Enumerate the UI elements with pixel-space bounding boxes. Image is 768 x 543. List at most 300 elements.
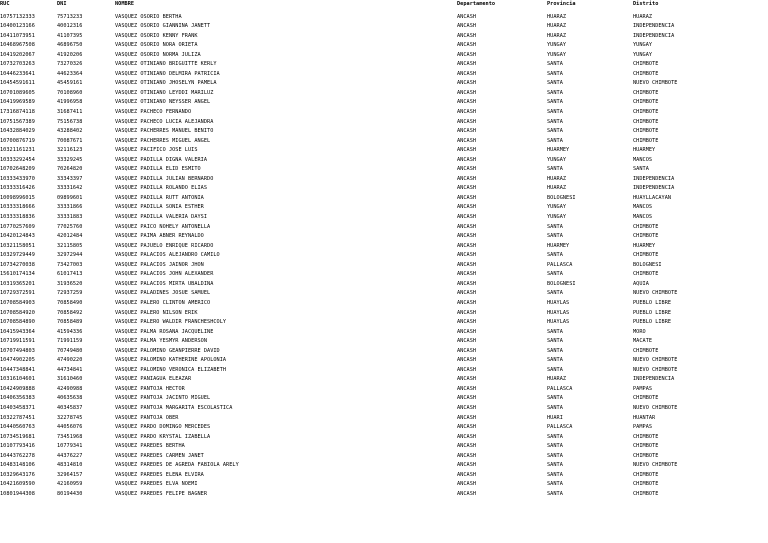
cell-provincia: SANTA	[547, 357, 563, 364]
cell-nombre: VASQUEZ PALOMINO GEANPIERRE DAVID	[115, 347, 220, 354]
cell-distrito: BOLOGNESI	[633, 261, 662, 268]
cell-distrito: CHIMBOTE	[633, 443, 659, 450]
table-row	[0, 309, 768, 319]
cell-departamento: ANCASH	[457, 13, 477, 20]
cell-provincia: HUAYLAS	[547, 299, 570, 306]
cell-dni: 44376227	[57, 452, 83, 459]
cell-distrito: MANCOS	[633, 156, 653, 163]
cell-departamento: ANCASH	[457, 89, 477, 96]
cell-ruc: 10419202067	[0, 51, 35, 58]
cell-ruc: 10424909888	[0, 385, 35, 392]
cell-ruc: 10403458371	[0, 404, 35, 411]
cell-ruc: 10316104601	[0, 376, 35, 383]
cell-distrito: CHIMBOTE	[633, 128, 659, 135]
cell-nombre: VASQUEZ PALACIOS MIRTA UBALDINA	[115, 280, 214, 287]
cell-dni: 44734841	[57, 366, 83, 373]
cell-nombre: VASQUEZ PACHERRES MANUEL BENITO	[115, 128, 214, 135]
cell-dni: 75156738	[57, 118, 83, 125]
table-row	[0, 70, 768, 80]
cell-departamento: ANCASH	[457, 61, 477, 68]
table-row	[0, 242, 768, 252]
cell-departamento: ANCASH	[457, 156, 477, 163]
cell-nombre: VASQUEZ OTINIANO NEYSSER ANGEL	[115, 99, 211, 106]
table-header-row	[0, 0, 768, 13]
table-row	[0, 318, 768, 328]
cell-provincia: HUARAZ	[547, 175, 567, 182]
cell-departamento: ANCASH	[457, 51, 477, 58]
cell-distrito: INDEPENDENCIA	[633, 23, 675, 30]
cell-dni: 44623364	[57, 70, 83, 77]
cell-distrito: NUEVO CHIMBOTE	[633, 80, 678, 87]
cell-departamento: ANCASH	[457, 204, 477, 211]
table-row	[0, 251, 768, 261]
cell-ruc: 10406356383	[0, 395, 35, 402]
cell-dni: 75713233	[57, 13, 83, 20]
cell-ruc: 10702648209	[0, 166, 35, 173]
cell-dni: 70858490	[57, 299, 83, 306]
table-row	[0, 165, 768, 175]
cell-departamento: ANCASH	[457, 242, 477, 249]
cell-provincia: SANTA	[547, 481, 563, 488]
cell-nombre: VASQUEZ PACHECO LUCIA ALEJANDRA	[115, 118, 214, 125]
cell-dni: 32115805	[57, 242, 83, 249]
cell-distrito: INDEPENDENCIA	[633, 376, 675, 383]
cell-provincia: PALLASCA	[547, 261, 573, 268]
cell-provincia: YUNGAY	[547, 42, 567, 49]
cell-nombre: VASQUEZ PALMA YESMYR ANDERSON	[115, 338, 208, 345]
cell-dni: 47490220	[57, 357, 83, 364]
cell-ruc: 10732703263	[0, 61, 35, 68]
cell-departamento: ANCASH	[457, 280, 477, 287]
cell-dni: 31936520	[57, 280, 83, 287]
table-row	[0, 480, 768, 490]
cell-ruc: 10454591611	[0, 80, 35, 87]
cell-departamento: ANCASH	[457, 194, 477, 201]
cell-ruc: 10440560763	[0, 424, 35, 431]
cell-dni: 71991159	[57, 338, 83, 345]
cell-departamento: ANCASH	[457, 424, 477, 431]
cell-provincia: PALLASCA	[547, 424, 573, 431]
cell-nombre: VASQUEZ PAJUELO ENRIQUE RICARDO	[115, 242, 214, 249]
table-row	[0, 423, 768, 433]
table-row	[0, 414, 768, 424]
cell-departamento: ANCASH	[457, 347, 477, 354]
cell-departamento: ANCASH	[457, 118, 477, 125]
cell-distrito: CHIMBOTE	[633, 490, 659, 497]
cell-ruc: 10701089605	[0, 89, 35, 96]
cell-distrito: CHIMBOTE	[633, 70, 659, 77]
cell-nombre: VASQUEZ PAREDES ELENA ELVIRA	[115, 471, 204, 478]
cell-dni: 70108960	[57, 89, 83, 96]
column-header-provincia: Provincia	[547, 1, 576, 7]
cell-provincia: HUARMEY	[547, 242, 570, 249]
table-row	[0, 13, 768, 23]
cell-ruc: 10708584920	[0, 309, 35, 316]
cell-dni: 46896750	[57, 42, 83, 49]
cell-departamento: ANCASH	[457, 376, 477, 383]
cell-dni: 31687411	[57, 109, 83, 116]
table-row	[0, 232, 768, 242]
cell-ruc: 10708584890	[0, 319, 35, 326]
cell-departamento: ANCASH	[457, 175, 477, 182]
cell-dni: 41107395	[57, 32, 83, 39]
cell-distrito: YUNGAY	[633, 42, 653, 49]
cell-departamento: ANCASH	[457, 261, 477, 268]
cell-distrito: PUEBLO LIBRE	[633, 319, 672, 326]
cell-provincia: SANTA	[547, 99, 563, 106]
cell-distrito: CHIMBOTE	[633, 395, 659, 402]
cell-distrito: NUEVO CHIMBOTE	[633, 290, 678, 297]
cell-departamento: ANCASH	[457, 70, 477, 77]
cell-provincia: HUAYLAS	[547, 309, 570, 316]
cell-distrito: NUEVO CHIMBOTE	[633, 357, 678, 364]
cell-nombre: VASQUEZ PANTOJA JACINTO MIGUEL	[115, 395, 211, 402]
cell-nombre: VASQUEZ PADILLA JULIAN BERNARDO	[115, 175, 214, 182]
cell-ruc: 10432884029	[0, 128, 35, 135]
cell-nombre: VASQUEZ PANTOJA MARGARITA ESCOLASTICA	[115, 404, 233, 411]
cell-departamento: ANCASH	[457, 147, 477, 154]
cell-dni: 70264820	[57, 166, 83, 173]
cell-departamento: ANCASH	[457, 185, 477, 192]
cell-departamento: ANCASH	[457, 395, 477, 402]
cell-departamento: ANCASH	[457, 481, 477, 488]
cell-ruc: 10757132333	[0, 13, 35, 20]
table-row	[0, 433, 768, 443]
cell-ruc: 10322787451	[0, 414, 35, 421]
table-row	[0, 461, 768, 471]
cell-nombre: VASQUEZ PAREDES ELVA NOEMI	[115, 481, 198, 488]
cell-ruc: 10474902205	[0, 357, 35, 364]
cell-nombre: VASQUEZ OSORIO GIANNINA JANETT	[115, 23, 211, 30]
cell-departamento: ANCASH	[457, 471, 477, 478]
table-row	[0, 289, 768, 299]
cell-ruc: 10751567389	[0, 118, 35, 125]
cell-provincia: HUARMEY	[547, 147, 570, 154]
table-row	[0, 127, 768, 137]
cell-departamento: ANCASH	[457, 23, 477, 30]
cell-ruc: 10321161231	[0, 147, 35, 154]
cell-dni: 73270326	[57, 61, 83, 68]
cell-dni: 41920206	[57, 51, 83, 58]
table-row	[0, 442, 768, 452]
cell-distrito: PUEBLO LIBRE	[633, 299, 672, 306]
cell-departamento: ANCASH	[457, 166, 477, 173]
cell-distrito: PAMPAS	[633, 424, 653, 431]
cell-nombre: VASQUEZ PARDO DOMINGO MERCEDES	[115, 424, 211, 431]
cell-distrito: CHIMBOTE	[633, 252, 659, 259]
cell-nombre: VASQUEZ PALOMINO VERONICA ELIZABETH	[115, 366, 227, 373]
table-row	[0, 213, 768, 223]
cell-provincia: HUAYLAS	[547, 319, 570, 326]
table-row	[0, 394, 768, 404]
cell-ruc: 10329729449	[0, 252, 35, 259]
cell-ruc: 10415943364	[0, 328, 35, 335]
cell-ruc: 10734519681	[0, 433, 35, 440]
cell-dni: 42012484	[57, 233, 83, 240]
cell-dni: 70858489	[57, 319, 83, 326]
table-row	[0, 137, 768, 147]
cell-provincia: SANTA	[547, 366, 563, 373]
cell-provincia: SANTA	[547, 128, 563, 135]
cell-dni: 42160959	[57, 481, 83, 488]
cell-nombre: VASQUEZ PANTOJA HECTOR	[115, 385, 185, 392]
cell-distrito: CHIMBOTE	[633, 61, 659, 68]
cell-departamento: ANCASH	[457, 490, 477, 497]
cell-dni: 42490988	[57, 385, 83, 392]
cell-ruc: 10400123166	[0, 23, 35, 30]
cell-dni: 33343397	[57, 175, 83, 182]
cell-dni: 80194430	[57, 490, 83, 497]
cell-dni: 32972944	[57, 252, 83, 259]
cell-departamento: ANCASH	[457, 338, 477, 345]
table-row	[0, 490, 768, 500]
column-header-distrito: Distrito	[633, 1, 659, 7]
cell-departamento: ANCASH	[457, 309, 477, 316]
cell-dni: 43288402	[57, 128, 83, 135]
table-row	[0, 51, 768, 61]
cell-departamento: ANCASH	[457, 452, 477, 459]
table-row	[0, 261, 768, 271]
column-header-departamento: Departamento	[457, 1, 496, 7]
cell-nombre: VASQUEZ PAREDES CARMEN JANET	[115, 452, 204, 459]
column-header-dni: DNI	[57, 1, 67, 7]
cell-nombre: VASQUEZ PALACIOS JAINOR JHON	[115, 261, 204, 268]
table-row	[0, 328, 768, 338]
table-row	[0, 375, 768, 385]
cell-provincia: SANTA	[547, 290, 563, 297]
cell-departamento: ANCASH	[457, 366, 477, 373]
cell-distrito: INDEPENDENCIA	[633, 175, 675, 182]
cell-provincia: SANTA	[547, 80, 563, 87]
cell-dni: 73451968	[57, 433, 83, 440]
cell-departamento: ANCASH	[457, 299, 477, 306]
cell-distrito: CHIMBOTE	[633, 99, 659, 106]
cell-provincia: SANTA	[547, 433, 563, 440]
cell-dni: 09899601	[57, 194, 83, 201]
cell-distrito: AQUIA	[633, 280, 649, 287]
cell-provincia: SANTA	[547, 471, 563, 478]
cell-distrito: INDEPENDENCIA	[633, 32, 675, 39]
cell-dni: 44056076	[57, 424, 83, 431]
cell-distrito: HUARAZ	[633, 13, 653, 20]
table-row	[0, 118, 768, 128]
cell-provincia: SANTA	[547, 490, 563, 497]
cell-nombre: VASQUEZ PALACIOS JOHN ALEXANDER	[115, 271, 214, 278]
cell-nombre: VASQUEZ PACIFICO JOSE LUIS	[115, 147, 198, 154]
cell-nombre: VASQUEZ OSORIO NORMA JULIZA	[115, 51, 201, 58]
cell-ruc: 10321158051	[0, 242, 35, 249]
table-row	[0, 471, 768, 481]
cell-ruc: 10333318836	[0, 214, 35, 221]
table-row	[0, 79, 768, 89]
table-row	[0, 452, 768, 462]
cell-provincia: SANTA	[547, 338, 563, 345]
cell-dni: 40345837	[57, 404, 83, 411]
cell-provincia: HUARAZ	[547, 23, 567, 30]
cell-departamento: ANCASH	[457, 414, 477, 421]
cell-distrito: CHIMBOTE	[633, 347, 659, 354]
cell-ruc: 10420124843	[0, 233, 35, 240]
cell-distrito: HUARMEY	[633, 242, 656, 249]
cell-provincia: HUARAZ	[547, 32, 567, 39]
cell-distrito: CHIMBOTE	[633, 89, 659, 96]
cell-nombre: VASQUEZ PANTOJA OBER	[115, 414, 179, 421]
cell-dni: 40635638	[57, 395, 83, 402]
cell-nombre: VASQUEZ PALERO CLINTON AMERICO	[115, 299, 211, 306]
cell-ruc: 10729372591	[0, 290, 35, 297]
table-row	[0, 156, 768, 166]
cell-nombre: VASQUEZ OSORIO NORA ORIETA	[115, 42, 198, 49]
cell-ruc: 17316874118	[0, 109, 35, 116]
column-header-ruc: RUC	[0, 1, 10, 7]
cell-dni: 31610460	[57, 376, 83, 383]
cell-nombre: VASQUEZ PANIAGUA ELEAZAR	[115, 376, 192, 383]
cell-ruc: 10708584903	[0, 299, 35, 306]
cell-distrito: CHIMBOTE	[633, 109, 659, 116]
table-row	[0, 108, 768, 118]
cell-distrito: CHIMBOTE	[633, 233, 659, 240]
cell-provincia: SANTA	[547, 395, 563, 402]
cell-provincia: SANTA	[547, 271, 563, 278]
cell-distrito: CHIMBOTE	[633, 118, 659, 125]
cell-dni: 41996958	[57, 99, 83, 106]
cell-distrito: MACATE	[633, 338, 653, 345]
cell-distrito: PUEBLO LIBRE	[633, 309, 672, 316]
cell-nombre: VASQUEZ PADILLA SONIA ESTHER	[115, 204, 204, 211]
cell-ruc: 10419969589	[0, 99, 35, 106]
cell-distrito: HUARMEY	[633, 147, 656, 154]
cell-departamento: ANCASH	[457, 137, 477, 144]
cell-provincia: SANTA	[547, 328, 563, 335]
cell-nombre: VASQUEZ OTINIANO JHOSELYN PAMELA	[115, 80, 217, 87]
cell-provincia: SANTA	[547, 118, 563, 125]
cell-nombre: VASQUEZ PALERO NILSON ERIK	[115, 309, 198, 316]
table-row	[0, 146, 768, 156]
cell-dni: 61017413	[57, 271, 83, 278]
cell-provincia: SANTA	[547, 404, 563, 411]
cell-provincia: BOLOGNESI	[547, 280, 576, 287]
cell-departamento: ANCASH	[457, 319, 477, 326]
cell-provincia: SANTA	[547, 137, 563, 144]
table-row	[0, 366, 768, 376]
table-row	[0, 60, 768, 70]
cell-ruc: 10098996015	[0, 194, 35, 201]
cell-dni: 33331642	[57, 185, 83, 192]
cell-nombre: VASQUEZ PACHERRES MIGUEL ANGEL	[115, 137, 211, 144]
cell-departamento: ANCASH	[457, 328, 477, 335]
cell-departamento: ANCASH	[457, 385, 477, 392]
cell-provincia: SANTA	[547, 452, 563, 459]
cell-departamento: ANCASH	[457, 404, 477, 411]
cell-nombre: VASQUEZ PADILLA VALERIA DAYSI	[115, 214, 208, 221]
cell-distrito: PAMPAS	[633, 385, 653, 392]
cell-ruc: 10333318666	[0, 204, 35, 211]
cell-dni: 41594336	[57, 328, 83, 335]
cell-departamento: ANCASH	[457, 128, 477, 135]
cell-departamento: ANCASH	[457, 252, 477, 259]
table-row	[0, 270, 768, 280]
cell-nombre: VASQUEZ PADILLA ROLANDO ELIAS	[115, 185, 208, 192]
cell-provincia: YUNGAY	[547, 51, 567, 58]
cell-ruc: 10333433970	[0, 175, 35, 182]
cell-departamento: ANCASH	[457, 42, 477, 49]
column-header-nombre: NOMBRE	[115, 1, 135, 7]
table-row	[0, 41, 768, 51]
table-row	[0, 98, 768, 108]
cell-provincia: BOLOGNESI	[547, 194, 576, 201]
cell-nombre: VASQUEZ OSORIO KENNY FRANK	[115, 32, 198, 39]
cell-provincia: HUARAZ	[547, 185, 567, 192]
cell-dni: 48314810	[57, 462, 83, 469]
cell-nombre: VASQUEZ OTINIANO LEYDDI MARILUZ	[115, 89, 214, 96]
cell-departamento: ANCASH	[457, 290, 477, 297]
cell-nombre: VASQUEZ PADILLA ELID ESMITO	[115, 166, 201, 173]
table-row	[0, 299, 768, 309]
cell-provincia: HUARAZ	[547, 13, 567, 20]
cell-ruc: 10329643176	[0, 471, 35, 478]
cell-ruc: 10446233641	[0, 70, 35, 77]
cell-departamento: ANCASH	[457, 357, 477, 364]
table-row	[0, 404, 768, 414]
cell-provincia: SANTA	[547, 252, 563, 259]
table-row	[0, 175, 768, 185]
cell-ruc: 10447348841	[0, 366, 35, 373]
cell-distrito: HUANTAR	[633, 414, 656, 421]
cell-nombre: VASQUEZ PALERO WALDIR FRANCHESHCOLY	[115, 319, 227, 326]
cell-distrito: MANCOS	[633, 214, 653, 221]
cell-distrito: NUEVO CHIMBOTE	[633, 462, 678, 469]
cell-provincia: SANTA	[547, 223, 563, 230]
cell-distrito: NUEVO CHIMBOTE	[633, 404, 678, 411]
cell-nombre: VASQUEZ OSORIO BERTHA	[115, 13, 182, 20]
cell-nombre: VASQUEZ PAREDES DE AGREDA FABIOLA ARELY	[115, 462, 239, 469]
table-row	[0, 356, 768, 366]
table-row	[0, 223, 768, 233]
cell-ruc: 10319365201	[0, 280, 35, 287]
cell-ruc: 15610174134	[0, 271, 35, 278]
cell-provincia: SANTA	[547, 61, 563, 68]
cell-dni: 10779341	[57, 443, 83, 450]
cell-distrito: CHIMBOTE	[633, 433, 659, 440]
cell-provincia: SANTA	[547, 462, 563, 469]
cell-ruc: 10707494803	[0, 347, 35, 354]
cell-distrito: CHIMBOTE	[633, 137, 659, 144]
cell-ruc: 10468967508	[0, 42, 35, 49]
cell-provincia: PALLASCA	[547, 385, 573, 392]
cell-dni: 32116123	[57, 147, 83, 154]
cell-provincia: SANTA	[547, 347, 563, 354]
cell-ruc: 10734270038	[0, 261, 35, 268]
table-header	[0, 0, 768, 13]
cell-distrito: MANCOS	[633, 204, 653, 211]
cell-provincia: YUNGAY	[547, 214, 567, 221]
cell-dni: 70087671	[57, 137, 83, 144]
table-row	[0, 337, 768, 347]
table-row	[0, 32, 768, 42]
cell-departamento: ANCASH	[457, 433, 477, 440]
cell-nombre: VASQUEZ PARDO KRYSTAL IZABELLA	[115, 433, 211, 440]
cell-departamento: ANCASH	[457, 32, 477, 39]
cell-nombre: VASQUEZ PADILLA DIGNA VALERIA	[115, 156, 208, 163]
cell-ruc: 10719911591	[0, 338, 35, 345]
cell-distrito: INDEPENDENCIA	[633, 185, 675, 192]
table-body	[0, 13, 768, 500]
cell-provincia: YUNGAY	[547, 204, 567, 211]
cell-dni: 33329245	[57, 156, 83, 163]
cell-distrito: MORO	[633, 328, 646, 335]
cell-departamento: ANCASH	[457, 443, 477, 450]
cell-nombre: VASQUEZ PADILLA RUTT ANTONIA	[115, 194, 204, 201]
